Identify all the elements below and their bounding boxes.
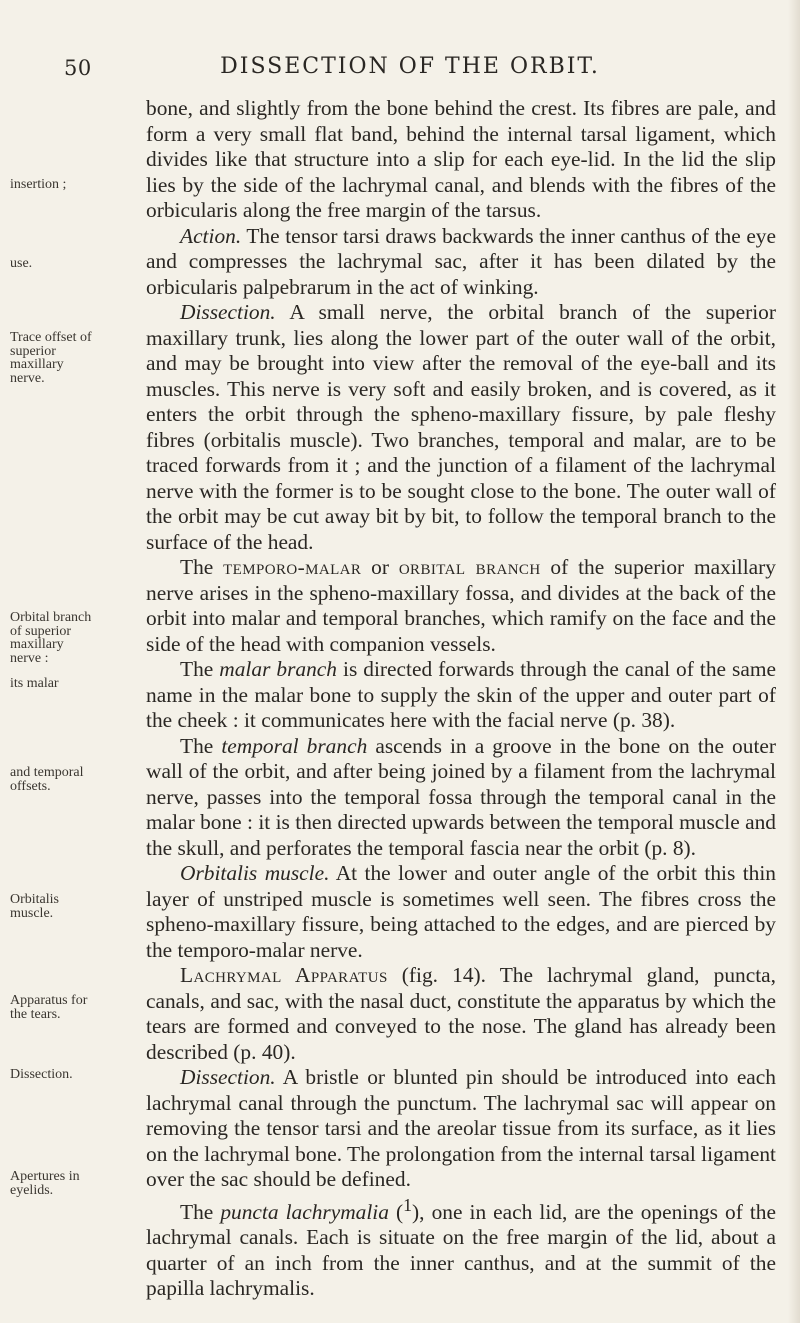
- paragraph: Lachrymal Apparatus (fig. 14). The lachrymal gland, puncta, canals, and sac, with the nasal duct, constitute the apparatus by which the tears are formed and conveyed to the nose. The gland has already been described (p. 40).: [146, 963, 776, 1064]
- margin-note: insertion ;: [10, 177, 67, 192]
- section-heading: Lachrymal Apparatus: [180, 963, 388, 987]
- margin-note: Orbitalis muscle.: [10, 892, 59, 921]
- paragraph: bone, and slightly from the bone behind the crest. Its fibres are pale, and form a very small flat band, behind the internal tarsal ligament, which divides like that structure into a slip for each eye-lid. In the lid the slip lies by the side of the lachrymal canal, and blends with the fibres of the orbicularis along the free margin of the tarsus.: [146, 96, 776, 222]
- page-edge-shadow: [788, 0, 800, 1323]
- margin-note: Dissection.: [10, 1067, 73, 1082]
- paragraph: The temporal branch ascends in a groove in the bone on the outer wall of the orbit, and after being joined by a filament from the lachrymal nerve, passes into the temporal fossa through the temporal canal in the malar bone : it is then directed upwards between the temporal muscle and the skull, and perforates the temporal fascia near the orbit (p. 8).: [146, 733, 777, 860]
- paragraph: The puncta lachrymalia ($^1$), one in each lid, are the openings of the lachrymal canals. Each is situate on the free margin of the lid, about a quarter of an inch from the inner canthus, and at the summit of the papilla lachrymalis.: [146, 1194, 776, 1301]
- small-caps-term: orbital branch: [398, 555, 541, 579]
- margin-note: Trace offset of superior maxillary nerve.: [10, 330, 92, 386]
- body-text: [146, 96, 776, 1302]
- margin-note: and temporal offsets.: [10, 765, 84, 794]
- running-title: DISSECTION OF THE ORBIT.: [220, 54, 600, 79]
- run-in-heading: Action.: [180, 223, 242, 248]
- paragraph: The temporo-malar or orbital branch of the superior maxillary nerve arises in the spheno-maxillary fossa, and divides at the back of the orbit into malar and temporal branches, which ramify on the face and the side of the head with companion vessels.: [146, 555, 776, 656]
- run-in-heading: Dissection.: [180, 300, 276, 324]
- margin-note: Orbital branch of superior maxillary nerve :: [10, 610, 92, 666]
- margin-note: use.: [10, 256, 33, 271]
- page-number: 50: [64, 56, 92, 80]
- margin-note: its malar: [10, 676, 59, 691]
- italic-term: malar branch: [219, 657, 337, 681]
- italic-term: puncta lachrymalia: [220, 1199, 389, 1224]
- paragraph: The malar branch is directed forwards through the canal of the same name in the malar bone to supply the skin of the upper and outer part of the cheek : it communicates here with the facial nerve (p. 38).: [146, 657, 776, 732]
- run-in-heading: Dissection.: [180, 1065, 276, 1089]
- margin-note: Apparatus for the tears.: [10, 993, 88, 1022]
- paragraph: Dissection. A bristle or blunted pin should be introduced into each lachrymal canal through the punctum. The lachrymal sac will appear on removing the tensor tarsi and the areolar tissue from its surface, as it lies on the lachrymal bone. The prolongation from the internal tarsal ligament over the sac should be defined.: [146, 1065, 776, 1191]
- small-caps-term: temporo-malar: [223, 555, 362, 579]
- paragraph: Orbitalis muscle. At the lower and outer angle of the orbit this thin layer of unstriped muscle is sometimes well seen. The fibres cross the spheno-maxillary fissure, being attached to the edges, and are pierced by the temporo-malar nerve.: [146, 861, 777, 962]
- paragraph: Dissection. A small nerve, the orbital branch of the superior maxillary trunk, lies along the lower part of the outer wall of the orbit, and may be brought into view after the removal of the eye-ball and its muscles. This nerve is very soft and easily broken, and is covered, as it enters the orbit through the spheno-maxillary fissure, by pale fleshy fibres (orbitalis muscle). Two branches, temporal and malar, are to be traced forwards from it ; and the junction of a filament of the lachrymal nerve with the former is to be sought close to the bone. The outer wall of the orbit may be cut away bit by bit, to follow the temporal branch to the surface of the head.: [146, 300, 776, 554]
- margin-note: Apertures in eyelids.: [10, 1169, 80, 1198]
- page-header: [0, 0, 800, 90]
- run-in-heading: Orbitalis muscle.: [180, 861, 330, 885]
- footnote-marker: 1: [403, 1194, 413, 1215]
- italic-term: temporal branch: [221, 733, 368, 758]
- paragraph: Action. The tensor tarsi draws backwards the inner canthus of the eye and compresses the lachrymal sac, after it has been dilated by the orbicularis palpebrarum in the act of winking.: [146, 223, 776, 299]
